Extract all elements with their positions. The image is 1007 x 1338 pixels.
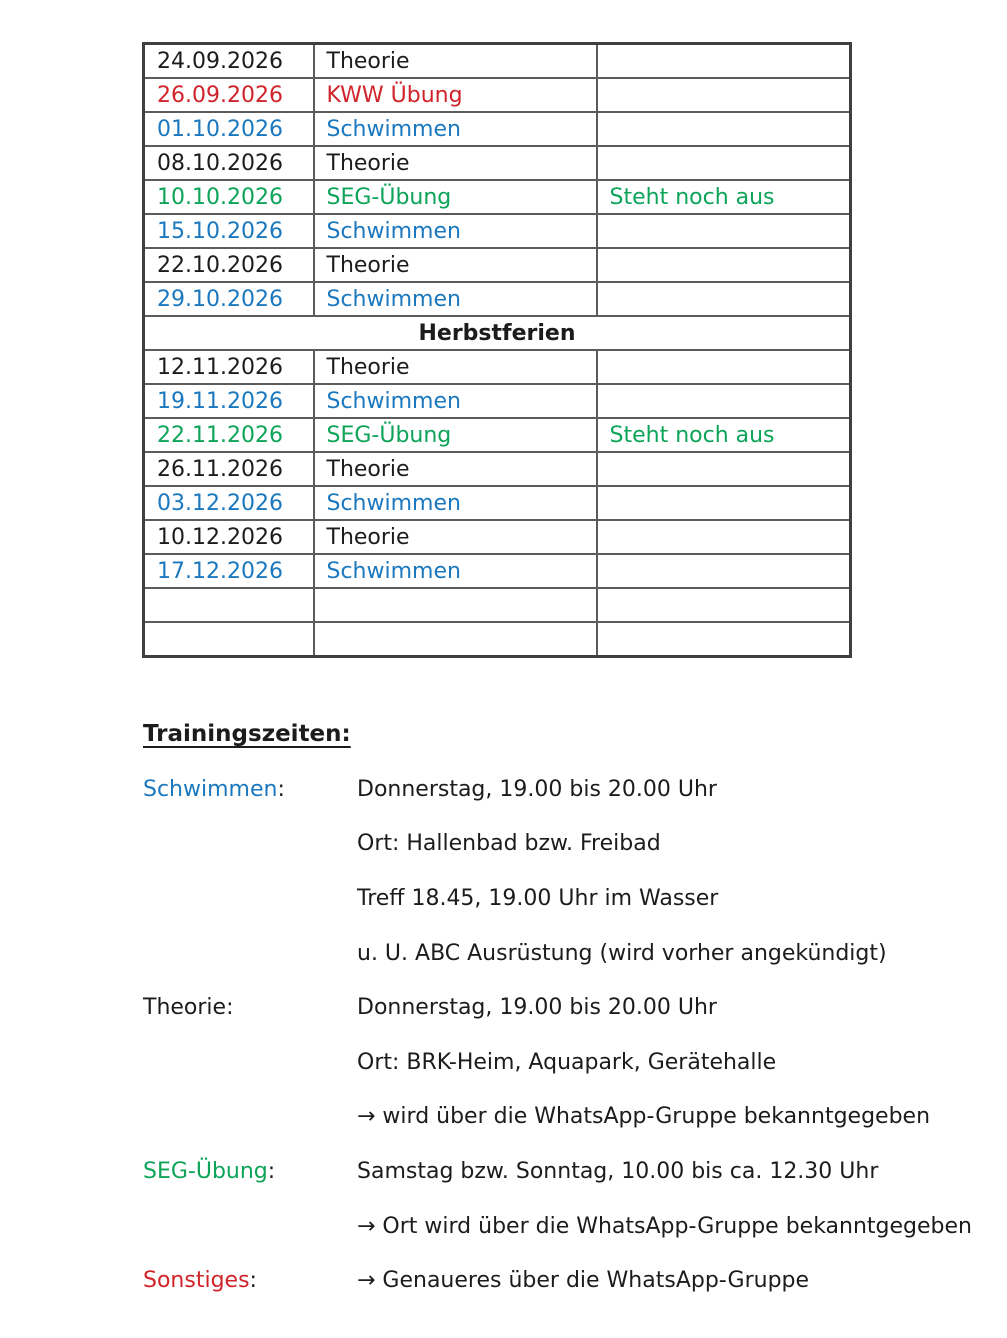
date-cell: 12.11.2026 [144, 350, 314, 384]
training-label-text: Theorie [143, 995, 227, 1021]
training-value: → wird über die WhatsApp-Gruppe bekanntgegeben [357, 1104, 931, 1130]
schedule-row [144, 44, 851, 79]
training-label [143, 1268, 357, 1293]
training-line [143, 1035, 1003, 1090]
schedule-row [144, 112, 851, 146]
note-cell [597, 146, 851, 180]
training-value: Ort: Hallenbad bzw. Freibad [357, 831, 661, 857]
training-value: Treff 18.45, 19.00 Uhr im Wasser [357, 885, 719, 911]
training-line [143, 817, 1003, 872]
trainings-section [143, 762, 1003, 1308]
training-label-colon: : [267, 1158, 276, 1184]
training-line [143, 1253, 1003, 1308]
schedule-row [144, 350, 851, 384]
training-line [143, 1144, 1003, 1199]
date-cell: 10.12.2026 [144, 520, 314, 554]
trainings-heading: Trainingszeiten: [143, 721, 351, 747]
activity-cell: Schwimmen [314, 486, 597, 520]
note-cell: Steht noch aus [597, 418, 851, 452]
schedule-row [144, 588, 851, 622]
training-label [143, 1159, 357, 1184]
activity-cell [314, 588, 597, 622]
schedule-row [144, 180, 851, 214]
date-cell: 22.10.2026 [144, 248, 314, 282]
training-value: Donnerstag, 19.00 bis 20.00 Uhr [357, 776, 717, 802]
training-line [143, 926, 1003, 981]
activity-cell: Theorie [314, 44, 597, 79]
date-cell: 08.10.2026 [144, 146, 314, 180]
training-value: Samstag bzw. Sonntag, 10.00 bis ca. 12.30 Uhr [357, 1158, 879, 1184]
date-cell: 10.10.2026 [144, 180, 314, 214]
activity-cell: Theorie [314, 520, 597, 554]
schedule-row [144, 486, 851, 520]
date-cell: 26.11.2026 [144, 452, 314, 486]
schedule-row [144, 384, 851, 418]
note-cell [597, 78, 851, 112]
schedule-row [144, 520, 851, 554]
schedule-row [144, 622, 851, 657]
note-cell [597, 520, 851, 554]
note-cell [597, 214, 851, 248]
schedule-body [144, 44, 851, 657]
activity-cell: Theorie [314, 146, 597, 180]
note-cell [597, 350, 851, 384]
date-cell: 03.12.2026 [144, 486, 314, 520]
training-line [143, 762, 1003, 817]
note-cell [597, 112, 851, 146]
note-cell [597, 44, 851, 79]
schedule-row [144, 452, 851, 486]
note-cell [597, 554, 851, 588]
note-cell [597, 622, 851, 657]
training-label-colon: : [226, 995, 234, 1021]
activity-cell: Theorie [314, 248, 597, 282]
schedule-row [144, 248, 851, 282]
date-cell: 19.11.2026 [144, 384, 314, 418]
note-cell [597, 384, 851, 418]
note-cell [597, 486, 851, 520]
activity-cell [314, 622, 597, 657]
activity-cell: KWW Übung [314, 78, 597, 112]
training-label-text: SEG-Übung [143, 1158, 268, 1184]
note-cell [597, 248, 851, 282]
activity-cell: Theorie [314, 350, 597, 384]
training-label-colon: : [249, 1268, 257, 1294]
schedule-row [144, 554, 851, 588]
activity-cell: Theorie [314, 452, 597, 486]
date-cell: 17.12.2026 [144, 554, 314, 588]
date-cell: 29.10.2026 [144, 282, 314, 316]
training-label-text: Sonstiges [143, 1268, 250, 1294]
training-label-colon: : [277, 776, 285, 802]
schedule-row [144, 78, 851, 112]
training-line [143, 1199, 1003, 1254]
holiday-cell: Herbstferien [144, 316, 851, 350]
date-cell: 24.09.2026 [144, 44, 314, 79]
schedule-table [142, 42, 852, 658]
note-cell [597, 588, 851, 622]
schedule-row [144, 214, 851, 248]
date-cell: 26.09.2026 [144, 78, 314, 112]
training-label [143, 777, 357, 802]
training-value: Ort: BRK-Heim, Aquapark, Gerätehalle [357, 1049, 777, 1075]
note-cell [597, 282, 851, 316]
training-label [143, 995, 357, 1020]
date-cell: 01.10.2026 [144, 112, 314, 146]
activity-cell: SEG-Übung [314, 180, 597, 214]
schedule-row [144, 146, 851, 180]
date-cell: 22.11.2026 [144, 418, 314, 452]
activity-cell: Schwimmen [314, 214, 597, 248]
date-cell [144, 622, 314, 657]
date-cell [144, 588, 314, 622]
training-line [143, 1090, 1003, 1145]
training-value: → Ort wird über die WhatsApp-Gruppe bekanntgegeben [357, 1213, 972, 1239]
activity-cell: SEG-Übung [314, 418, 597, 452]
schedule-row [144, 418, 851, 452]
training-line [143, 871, 1003, 926]
training-value: → Genaueres über die WhatsApp-Gruppe [357, 1268, 810, 1294]
activity-cell: Schwimmen [314, 384, 597, 418]
note-cell [597, 452, 851, 486]
training-line [143, 980, 1003, 1035]
training-value: u. U. ABC Ausrüstung (wird vorher angekündigt) [357, 940, 887, 966]
schedule-row [144, 282, 851, 316]
date-cell: 15.10.2026 [144, 214, 314, 248]
holiday-row [144, 316, 851, 350]
activity-cell: Schwimmen [314, 282, 597, 316]
activity-cell: Schwimmen [314, 112, 597, 146]
activity-cell: Schwimmen [314, 554, 597, 588]
training-value: Donnerstag, 19.00 bis 20.00 Uhr [357, 995, 717, 1021]
training-label-text: Schwimmen [143, 776, 278, 802]
note-cell: Steht noch aus [597, 180, 851, 214]
